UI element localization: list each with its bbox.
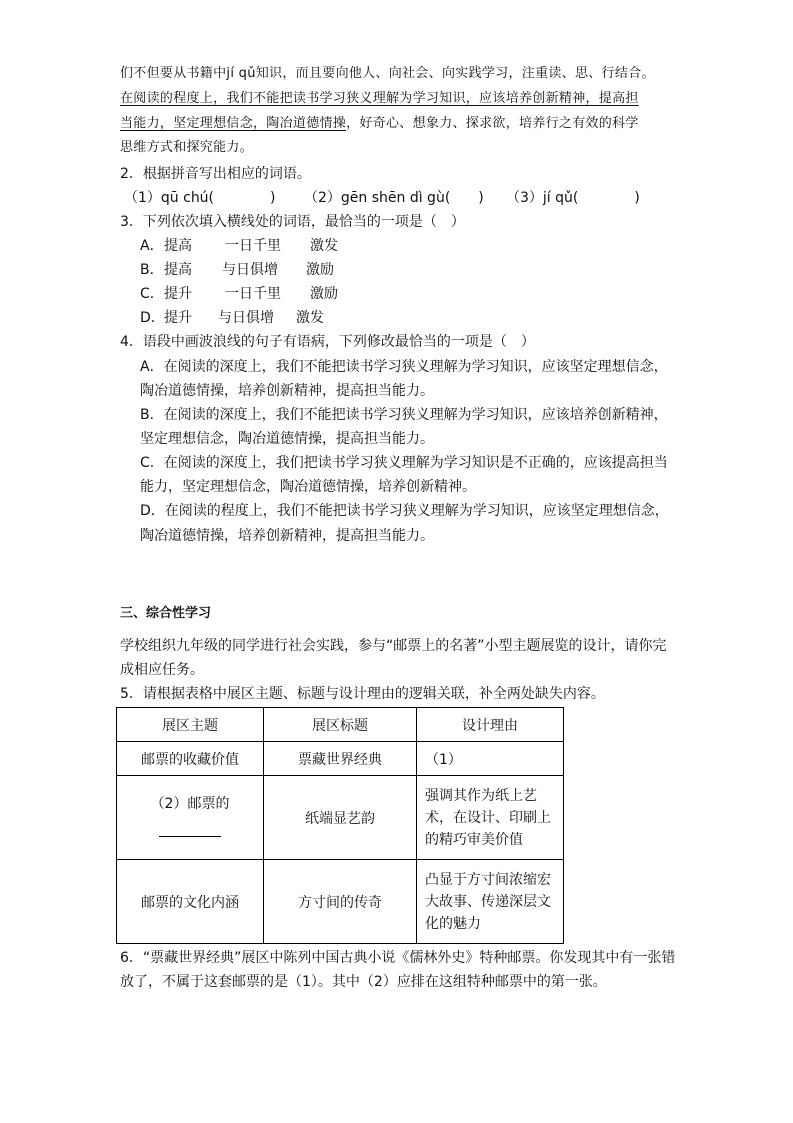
option-word-3: 激励	[310, 286, 338, 302]
row3-reason	[417, 860, 564, 944]
header-theme: 展区主题	[117, 708, 264, 742]
passage-line-2	[120, 89, 639, 109]
row1-reason: （1）	[417, 742, 564, 776]
q5-stem: 5．请根据表格中展区主题、标题与设计理由的逻辑关联，补全两处缺失内容。	[120, 686, 605, 702]
table-row	[117, 776, 564, 860]
q4-option-c-line2: 能力，坚定理想信念，陶冶道德情操，培养创新精神。	[140, 479, 476, 495]
q2-item-2: （2）gēn shēn dì gù( )	[304, 190, 484, 206]
reason-line: 凸显于方寸间浓缩宏	[425, 871, 551, 888]
q2-stem: 2．根据拼音写出相应的词语。	[120, 166, 311, 182]
row2-reason	[417, 776, 564, 860]
q4-option-a-line2: 陶冶道德情操，培养创新精神，提高担当能力。	[140, 383, 434, 399]
q4-option-b-line2: 坚定理想信念，陶冶道德情操，提高担当能力。	[140, 431, 434, 447]
q4-option-c-line1: C．在阅读的深度上，我们把读书学习狭义理解为学习知识是不正确的，应该提高担当	[140, 455, 668, 471]
option-word-3: 激发	[310, 238, 338, 254]
option-label: A．	[140, 238, 164, 254]
passage-text: 知识，而且要向他人、向社会、向实践学习，注重读、思、行结合。	[255, 66, 655, 81]
table-row	[117, 860, 564, 944]
reason-line: 的精巧审美价值	[425, 831, 523, 848]
q2-item-1: （1）qū chú( )	[124, 190, 276, 206]
passage-text: 思维方式和探究能力。	[120, 140, 254, 155]
table-header-row	[117, 708, 564, 742]
q4-option-d-line1: D．在阅读的程度上，我们不能把读书学习狭义理解为学习知识，应该坚定理想信念，	[140, 503, 669, 519]
q2-item-3: （3）jí qǔ( )	[506, 190, 640, 206]
option-word-2: 一日千里	[225, 286, 281, 302]
row2-theme	[117, 776, 264, 860]
reason-line: 强调其作为纸上艺	[425, 787, 537, 804]
option-word-2: 与日俱增	[218, 310, 274, 326]
section-heading: 三、综合性学习	[120, 606, 212, 621]
option-word-2: 一日千里	[225, 238, 281, 254]
q6-line1: 6．“票藏世界经典”展区中陈列中国古典小说《儒林外史》特种邮票。你发现其中有一张错	[120, 950, 676, 966]
row3-theme: 邮票的文化内涵	[117, 860, 264, 944]
passage-line-3	[120, 114, 639, 134]
passage-text: ，好奇心、想象力、探求欲，培养行之有效的科学	[346, 116, 639, 131]
passage-line-4	[120, 138, 253, 158]
q4-option-a-line1: A．在阅读的深度上，我们不能把读书学习狭义理解为学习知识，应该坚定理想信念，	[140, 359, 668, 375]
q4-option-b-line1: B．在阅读的深度上，我们不能把读书学习狭义理解为学习知识，应该培养创新精神，	[140, 407, 668, 423]
option-word-1: 提高	[164, 262, 192, 278]
option-word-2: 与日俱增	[222, 262, 278, 278]
reason-line: 化的魅力	[425, 915, 481, 932]
row2-theme-text: （2）邮票的	[150, 796, 230, 812]
pinyin-jiqu: jí qǔ	[226, 66, 256, 81]
wavy-sentence: 在阅读的程度上，我们不能把读书学习狭义理解为学习知识，应该培养创新精神，提高担	[120, 91, 639, 106]
passage-line-1	[120, 64, 655, 84]
option-label: B．	[140, 262, 164, 278]
row1-theme: 邮票的收藏价值	[117, 742, 264, 776]
header-reason: 设计理由	[417, 708, 564, 742]
option-word-1: 提升	[164, 310, 192, 326]
q6-line2: 放了，不属于这套邮票的是（1）。其中（2）应排在这组特种邮票中的第一张。	[120, 974, 607, 990]
option-label: C．	[140, 286, 164, 302]
header-title: 展区标题	[264, 708, 417, 742]
q3-stem: 3．下列依次填入横线处的词语，最恰当的一项是（ ）	[120, 214, 465, 230]
option-label: D．	[140, 310, 165, 326]
q4-stem: 4．语段中画波浪线的句子有语病，下列修改最恰当的一项是（ ）	[120, 334, 535, 350]
row3-title: 方寸间的传奇	[264, 860, 417, 944]
option-word-3: 激发	[296, 310, 324, 326]
option-word-1: 提升	[164, 286, 192, 302]
row1-title: 票藏世界经典	[264, 742, 417, 776]
option-word-3: 激励	[306, 262, 334, 278]
passage-text: 们不但要从书籍中	[120, 66, 227, 81]
wavy-sentence: 当能力，坚定理想信念，陶冶道德情操	[120, 116, 347, 131]
row2-title: 纸端显艺韵	[264, 776, 417, 860]
answer-blank	[117, 822, 263, 841]
reason-line: 大故事、传递深层文	[425, 893, 551, 910]
table-row	[117, 742, 564, 776]
section-intro-line1: 学校组织九年级的同学进行社会实践，参与“邮票上的名著”小型主题展览的设计，请你完	[120, 638, 667, 654]
option-word-1: 提高	[164, 238, 192, 254]
section-intro-line2: 成相应任务。	[120, 662, 204, 678]
q4-option-d-line2: 陶冶道德情操，培养创新精神，提高担当能力。	[140, 528, 434, 544]
reason-line: 术，在设计、印刷上	[425, 809, 551, 826]
exhibit-table	[116, 707, 564, 944]
